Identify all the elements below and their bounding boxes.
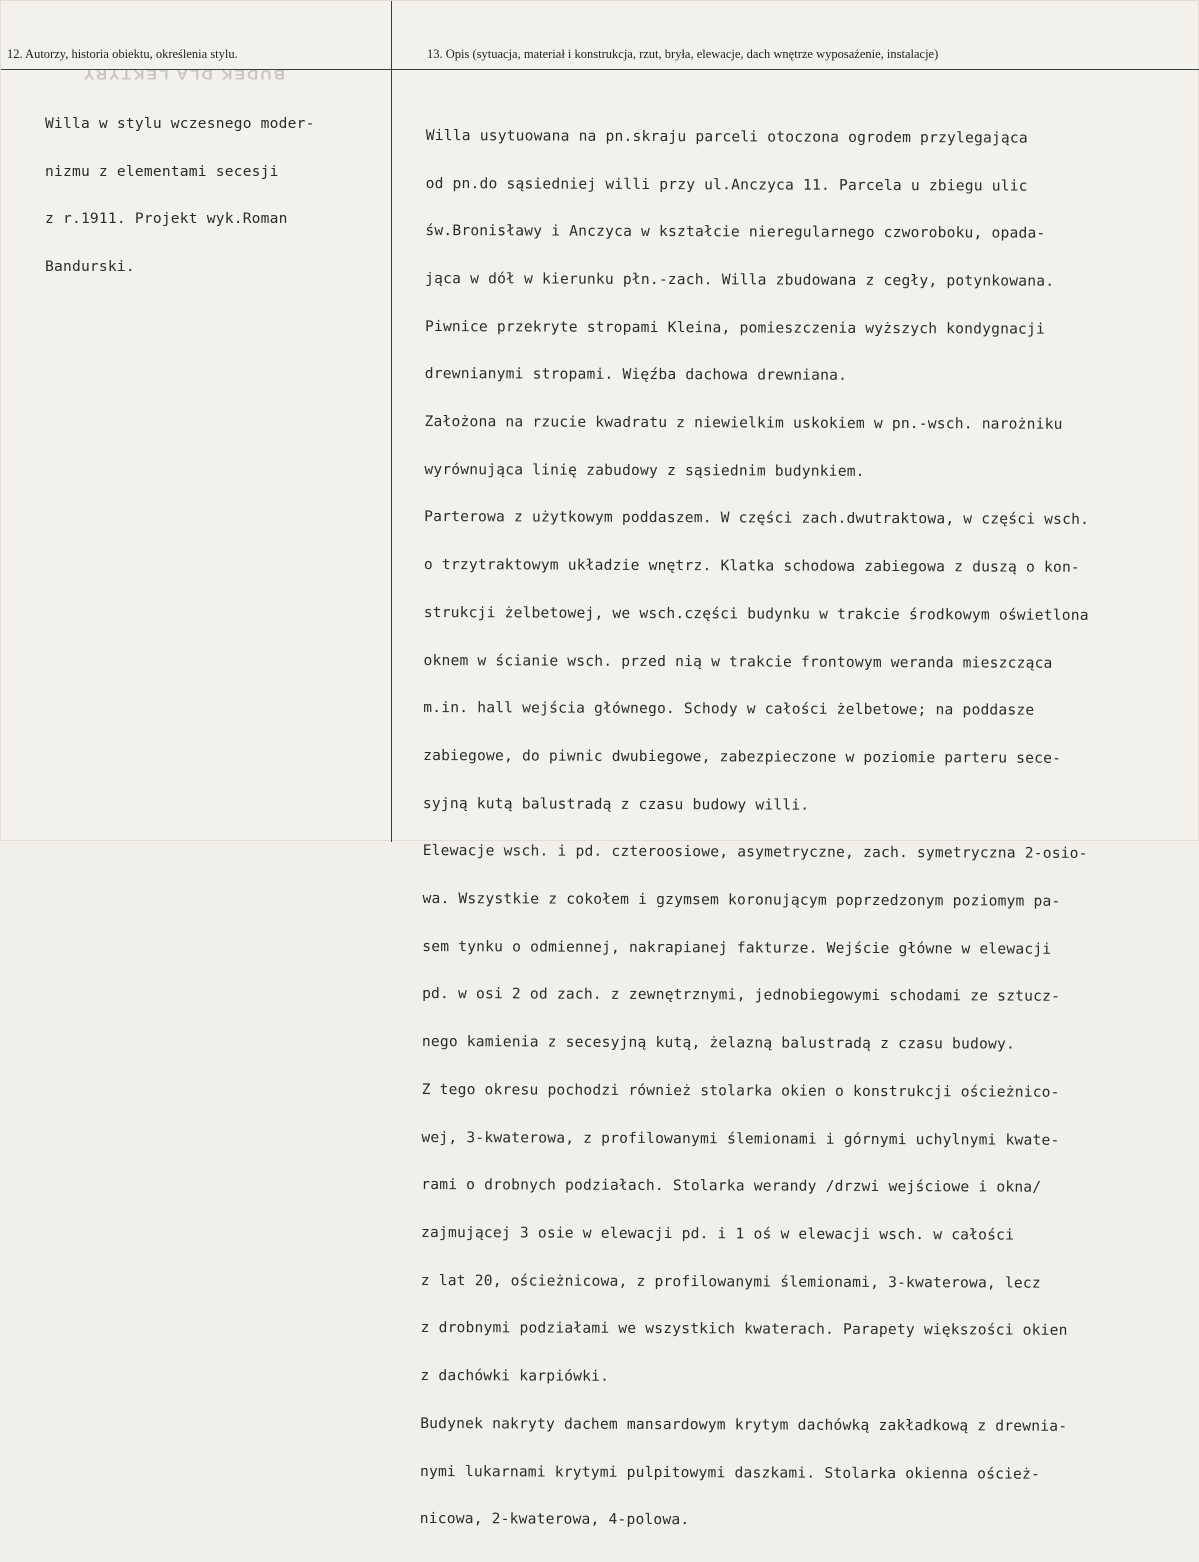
text-line: sem tynku o odmiennej, nakrapianej fakturze. Wejście główne w elewacji (422, 937, 1052, 958)
text-line: z lat 20, ościeżnicowa, z profilowanymi ślemionami, 3-kwaterowa, lecz (420, 1271, 1041, 1292)
text-line: nizmu z elementami secesji (45, 162, 279, 180)
text-line: m.in. hall wejścia głównego. Schody w całości żelbetowe; na poddasze (423, 699, 1035, 719)
text-line: wej, 3-kwaterowa, z profilowanymi ślemionami i górnymi uchylnymi kwate- (421, 1128, 1060, 1149)
text-line: nego kamienia z secesyjną kutą, żelazną balustradą z czasu budowy. (421, 1033, 1015, 1053)
text-line: Z tego okresu pochodzi również stolarka okien o konstrukcji ościeżnico- (421, 1080, 1060, 1101)
text-line: syjną kutą balustradą z czasu budowy willi. (422, 794, 810, 814)
text-line: od pn.do sąsiedniej willi przy ul.Anczyca 11. Parcela u zbiegu ulic (425, 174, 1028, 195)
text-line: Elewacje wsch. i pd. czteroosiowe, asymetryczne, zach. symetryczna 2-osio- (422, 842, 1088, 863)
text-line: Budynek nakryty dachem mansardowym krytym dachówką zakładkową z drewnia- (420, 1414, 1068, 1435)
text-line: o trzytraktowym układzie wnętrz. Klatka schodowa zabiegowa z duszą o kon- (423, 556, 1080, 576)
text-line: nicowa, 2-kwaterowa, 4-polowa. (419, 1510, 690, 1529)
text-line: Willa w stylu wczesnego moder- (45, 114, 315, 132)
text-line: pd. w osi 2 od zach. z zewnętrznymi, jednobiegowymi schodami ze sztucz- (422, 985, 1061, 1006)
text-line: Willa usytuowana na pn.skraju parceli otoczona ogrodem przylegająca (425, 126, 1028, 147)
text-line: zabiegowe, do piwnic dwubiegowe, zabezpieczone w poziomie parteru sece- (423, 746, 1062, 767)
text-line: wa. Wszystkie z cokołem i gzymsem koronującym poprzedzonym poziomym pa- (422, 890, 1061, 910)
text-line: Bandurski. (45, 257, 135, 275)
field-13-heading: 13. Opis (sytuacja, materiał i konstrukcja, rzut, bryła, elewacje, dach wnętrze wyposażenie, instalacje) (427, 47, 939, 61)
field-12-typed-text (45, 84, 315, 307)
text-line: z r.1911. Projekt wyk.Roman (45, 210, 288, 228)
field-12-heading: 12. Autorzy, historia obiektu, określenia stylu. (7, 47, 238, 61)
text-line: wyrównująca linię zabudowy z sąsiednim budynkiem. (424, 460, 865, 480)
field-13-typed-text (420, 96, 1091, 1562)
text-line: strukcji żelbetowej, we wsch.części budynku w trakcie środkowym oświetlona (423, 603, 1089, 624)
text-line: zajmującej 3 osie w elewacji pd. i 1 oś w elewacji wsch. w całości (421, 1223, 1015, 1244)
text-line: Piwnice przekryte stropami Kleina, pomieszczenia wyższych kondygnacji (424, 317, 1046, 338)
show-through-text: BUDEK DLA LEKTYRY (81, 67, 285, 83)
text-line: jąca w dół w kierunku płn.-zach. Willa zbudowana z cegły, potynkowana. (425, 269, 1055, 290)
text-line: z dachówki karpiówki. (420, 1367, 610, 1385)
text-line: Założona na rzucie kwadratu z niewielkim uskokiem w pn.-wsch. narożniku (424, 413, 1063, 433)
text-line: nymi lukarnami krytymi pulpitowymi daszkami. Stolarka okienna oścież- (419, 1462, 1041, 1483)
text-line: św.Bronisławy i Anczyca w kształcie nieregularnego czworoboku, opada- (425, 222, 1046, 242)
text-line: oknem w ścianie wsch. przed nią w trakcie frontowym weranda mieszcząca (423, 651, 1053, 672)
column-divider (391, 1, 392, 842)
text-line: rami o drobnych podziałach. Stolarka werandy /drzwi wejściowe i okna/ (421, 1176, 1042, 1196)
text-line: Parterowa z użytkowym poddaszem. W części zach.dwutraktowa, w części wsch. (424, 508, 1090, 529)
text-line: z drobnymi podziałami we wszystkich kwaterach. Parapety większości okien (420, 1319, 1068, 1340)
text-line: drewnianymi stropami. Więźba dachowa drewniana. (424, 365, 848, 385)
